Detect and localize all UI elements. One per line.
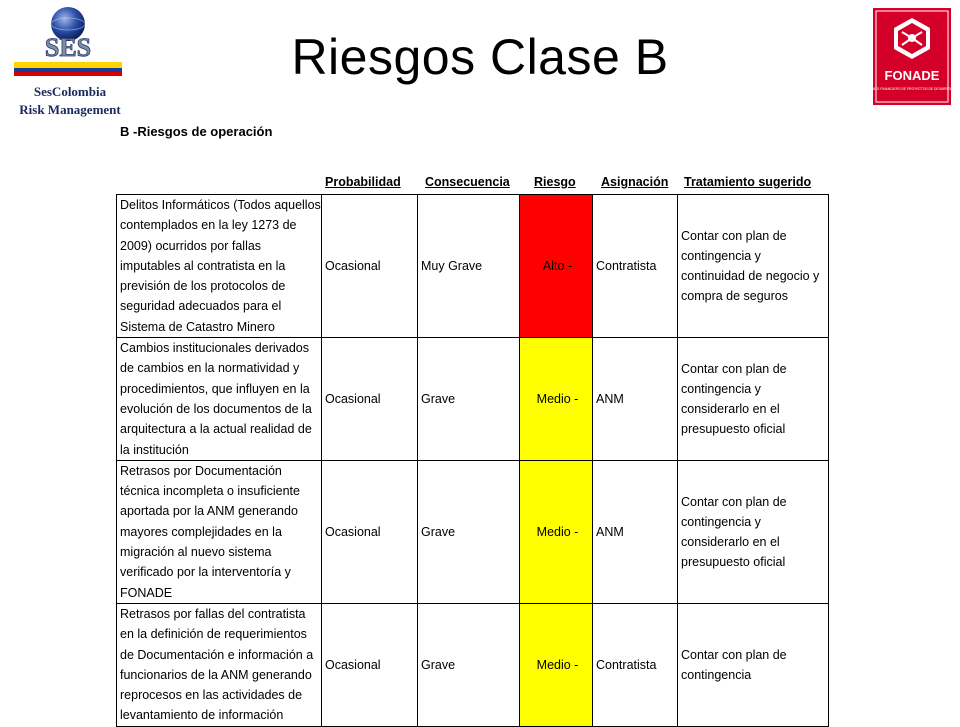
- probabilidad-cell: Ocasional: [322, 460, 418, 603]
- risk-description: Cambios institucionales derivados de cambios en la normatividad y procedimientos, que influyen en la evolución de los documentos de la arquitectura a la actual realidad de la institución: [117, 338, 322, 461]
- table-row: [117, 603, 829, 726]
- probabilidad-cell: Ocasional: [322, 338, 418, 461]
- tratamiento-cell: Contar con plan de contingencia y considerarlo en el presupuesto oficial: [678, 338, 829, 461]
- fonade-wordmark: FONADE: [884, 68, 940, 83]
- probabilidad-cell: Ocasional: [322, 603, 418, 726]
- consecuencia-cell: Grave: [418, 460, 520, 603]
- riesgo-cell: Medio -: [520, 338, 593, 461]
- header-probabilidad: Probabilidad: [325, 175, 401, 189]
- probabilidad-cell: Ocasional: [322, 195, 418, 338]
- risk-description: Retrasos por Documentación técnica incompleta o insuficiente aportada por la ANM generando mayores complejidades en la migración al nuevo sistema verificado por la interventoría y FONADE: [117, 460, 322, 603]
- risk-description: Retrasos por fallas del contratista en la definición de requerimientos de Documentación e información a funcionarios de la ANM generando reprocesos en las actividades de levantamiento de información: [117, 603, 322, 726]
- ses-wordmark: SES: [44, 33, 92, 62]
- table-row: [117, 338, 829, 461]
- fonade-logo: [867, 8, 957, 105]
- header-riesgo: Riesgo: [534, 175, 576, 189]
- tratamiento-cell: Contar con plan de contingencia y considerarlo en el presupuesto oficial: [678, 460, 829, 603]
- table-row: [117, 195, 829, 338]
- table-row: [117, 460, 829, 603]
- logo-caption-line1: SesColombia: [33, 84, 107, 99]
- tratamiento-cell: Contar con plan de contingencia y continuidad de negocio y compra de seguros: [678, 195, 829, 338]
- risk-table: [116, 194, 829, 727]
- asignacion-cell: Contratista: [593, 195, 678, 338]
- riesgo-cell: Alto -: [520, 195, 593, 338]
- riesgo-cell: Medio -: [520, 460, 593, 603]
- risk-description: Delitos Informáticos (Todos aquellos contemplados en la ley 1273 de 2009) ocurridos por fallas imputables al contratista en la previsión de los protocolos de seguridad adecuados para el Sistema de Catastro Minero: [117, 195, 322, 338]
- consecuencia-cell: Grave: [418, 603, 520, 726]
- asignacion-cell: ANM: [593, 460, 678, 603]
- header-consecuencia: Consecuencia: [425, 175, 510, 189]
- header-asignacion: Asignación: [601, 175, 669, 189]
- asignacion-cell: ANM: [593, 338, 678, 461]
- tratamiento-cell: Contar con plan de contingencia: [678, 603, 829, 726]
- riesgo-cell: Medio -: [520, 603, 593, 726]
- section-subtitle: B -Riesgos de operación: [120, 124, 273, 139]
- header-tratamiento: Tratamiento sugerido: [684, 175, 812, 189]
- asignacion-cell: Contratista: [593, 603, 678, 726]
- consecuencia-cell: Muy Grave: [418, 195, 520, 338]
- fonade-tagline: FONDO FINANCIERO DE PROYECTOS DE DESARROLLO: [867, 87, 957, 91]
- page-title: Riesgos Clase B: [291, 29, 669, 85]
- column-headers: [116, 174, 828, 194]
- logo-caption-line2: Risk Management: [19, 102, 121, 117]
- consecuencia-cell: Grave: [418, 338, 520, 461]
